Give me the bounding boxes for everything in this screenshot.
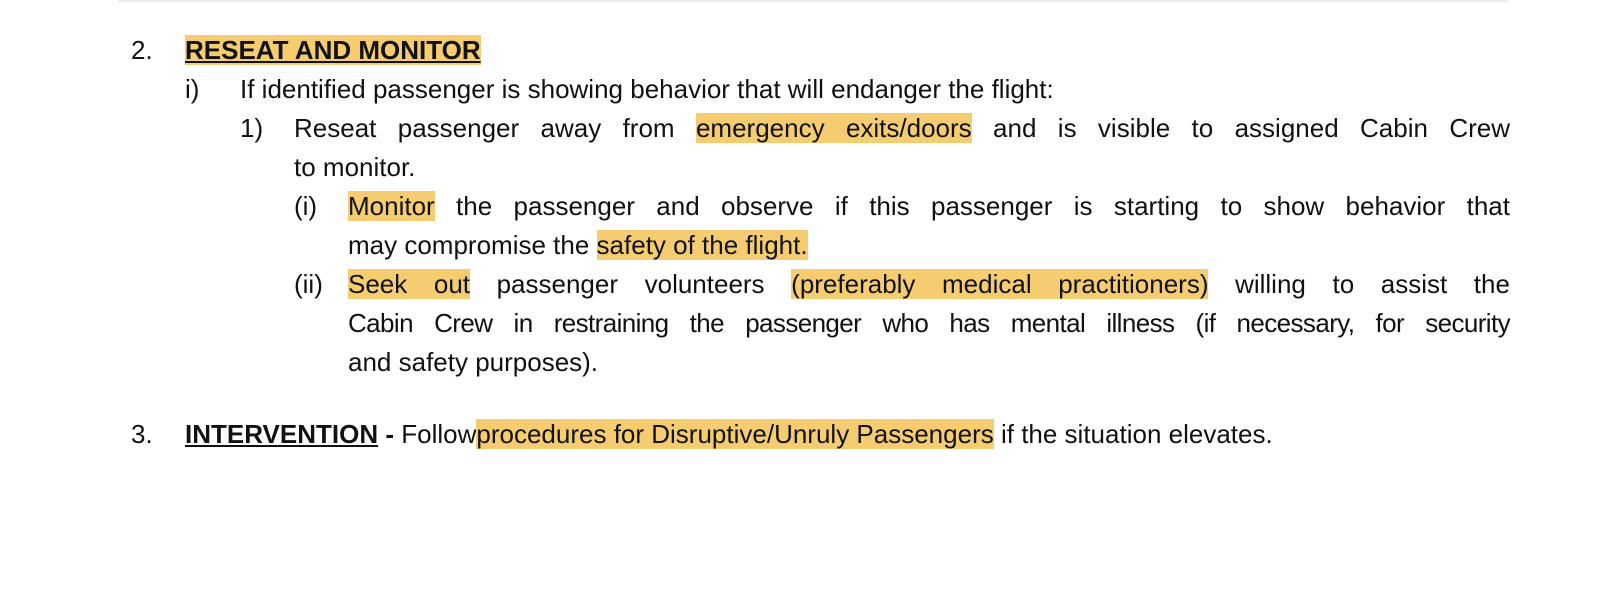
sub-i-line-2 <box>348 230 808 260</box>
item-1-text-b: and is visible to assigned Cabin Crew <box>993 113 1510 143</box>
sub-ii-line-1 <box>348 269 1510 299</box>
section-2-title: RESEAT AND MONITOR <box>185 35 481 65</box>
item-1-line-2: to monitor. <box>294 152 416 182</box>
section-3-number: 3. <box>131 419 153 449</box>
page-top-rule <box>118 0 1508 2</box>
section-3-text-b: if the situation elevates. <box>1000 419 1273 449</box>
sub-i-marker: (i) <box>294 191 318 221</box>
sub-i-text-a: the passenger and observe if this passenger is starting to show behavior that <box>456 191 1510 221</box>
sub-ii-line-3: and safety purposes). <box>348 347 599 377</box>
section-3-highlight-procedures: procedures for Disruptive/Unruly Passengers <box>476 419 994 449</box>
item-1-highlight-exits: emergency exits/doors <box>695 113 972 143</box>
item-i-marker: i) <box>185 74 200 104</box>
section-2-heading <box>185 35 481 65</box>
item-1-text-a: Reseat passenger away from <box>294 113 675 143</box>
sub-i-line-1 <box>348 191 1510 221</box>
sub-i-highlight-safety: safety of the flight. <box>596 230 808 260</box>
item-1-marker: 1) <box>240 113 264 143</box>
sub-ii-text-b: willing to assist the <box>1235 269 1510 299</box>
section-2-number: 2. <box>131 35 153 65</box>
sub-ii-highlight-seek: Seek out <box>348 269 470 299</box>
section-3-line <box>185 419 1273 449</box>
sub-i-text-b: may compromise the <box>348 230 590 260</box>
item-i-text: If identified passenger is showing behavior that will endanger the flight: <box>240 74 1054 104</box>
sub-ii-text-a: passenger volunteers <box>496 269 765 299</box>
sub-ii-marker: (ii) <box>294 269 323 299</box>
section-3-title: INTERVENTION <box>185 419 379 449</box>
sub-i-highlight-monitor: Monitor <box>348 191 435 221</box>
section-3-dash: - <box>385 419 395 449</box>
sub-ii-line-2: Cabin Crew in restraining the passenger who has mental illness (if necessary, for security <box>348 308 1510 338</box>
item-1-line-1 <box>294 113 1510 143</box>
sub-ii-highlight-medical: (preferably medical practitioners) <box>791 269 1209 299</box>
section-3-text-a: Follow <box>401 419 477 449</box>
